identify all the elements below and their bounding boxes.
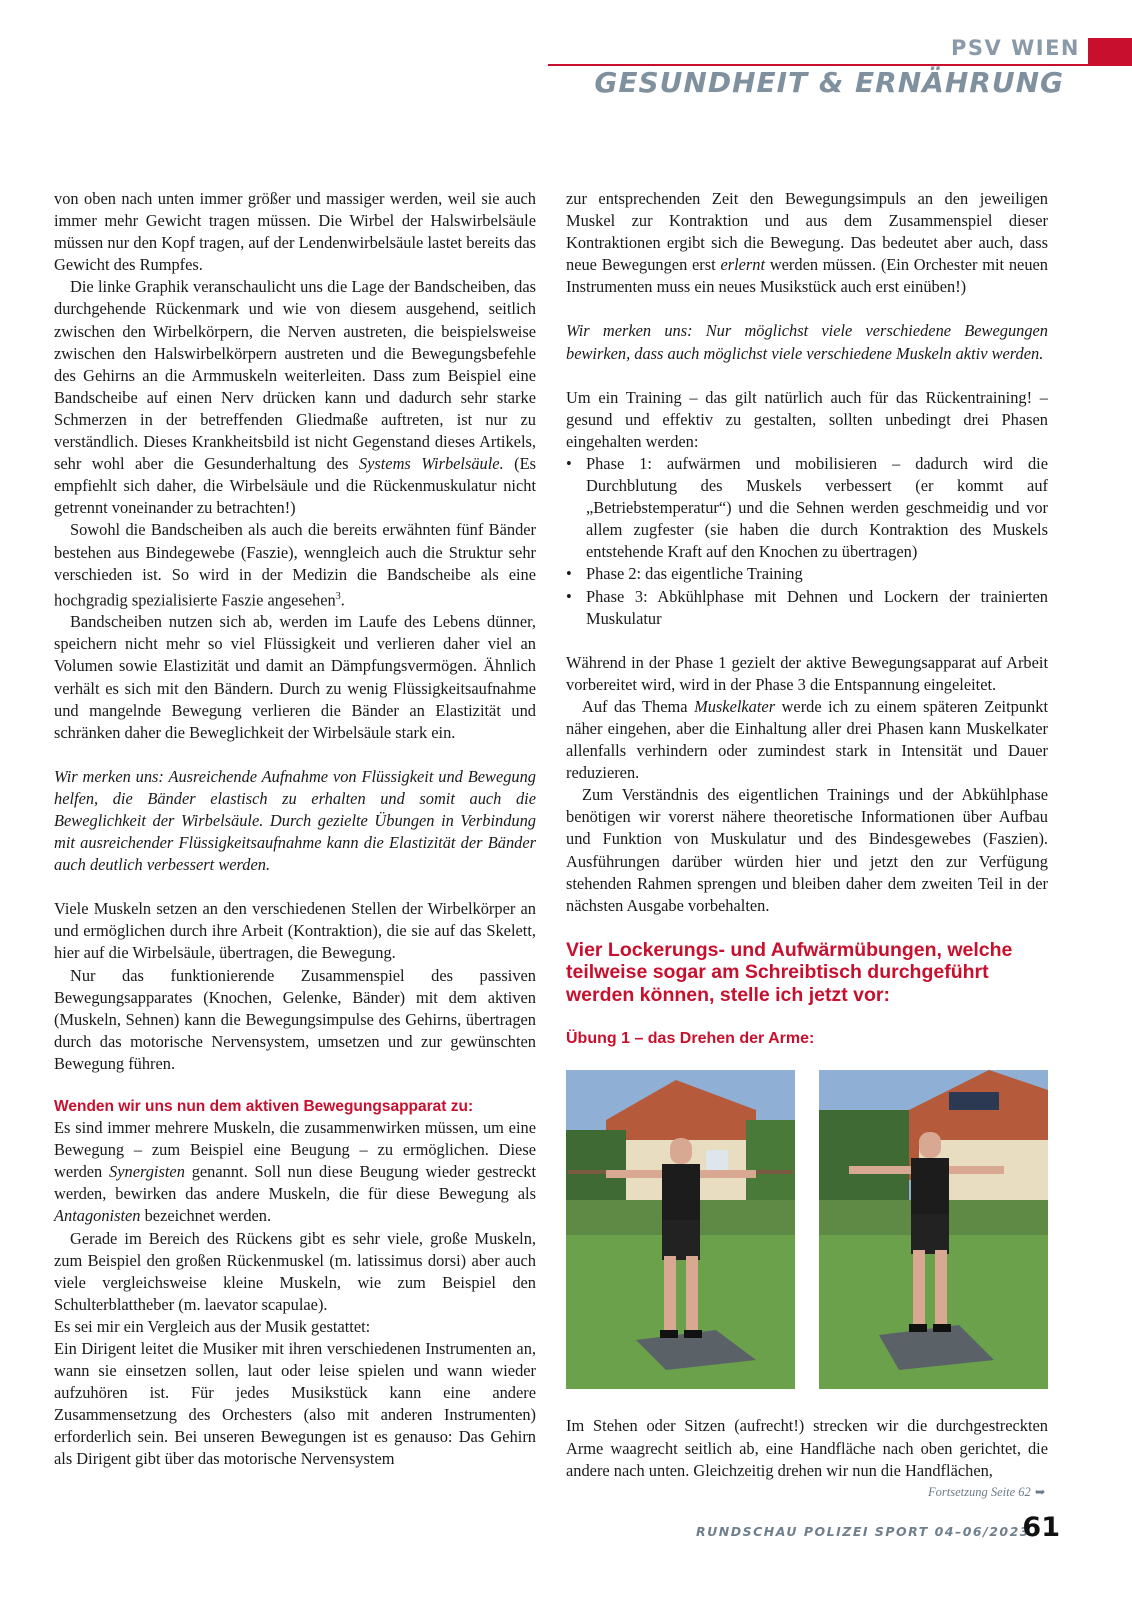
phase-list: [566, 453, 1048, 630]
paragraph: Ein Dirigent leitet die Musiker mit ihren verschiedenen Instrumenten an, wann sie einsetzen sollen, laut oder leise spielen und wann wieder aufzuhören ist. Für jedes Musikstück kann eine andere Zusammensetzung des Orchesters (also mit anderen Instrumenten) erforderlich sein. Bei unseren Bewegungen ist es genauso: Das Gehirn als Dirigent gibt über das motorische Nervensystem: [54, 1338, 536, 1469]
paragraph: Die linke Graphik veranschaulicht uns die Lage der Bandscheiben, das durchgehende Rückenmark und wie von diesem ausgehend, seitlich zwischen den Wirbelkörpern, die Nerven austreten, die beispielsweise zwischen den Halswirbelkörpern austreten und die Bewegungsbefehle des Gehirns an die Armmuskeln weiterleiten. Dass zum Beispiel eine Bandscheibe auf einen Nerv drücken kann und dadurch sehr starke Schmerzen in der betreffenden Gliedmaße auftreten, ist nur zu verständlich. Dieses Krankheitsbild ist nicht Gegenstand dieses Artikels, sehr wohl aber die Gesunderhaltung des Systems Wirbelsäule. (Es empfiehlt sich daher, die Wirbelsäule und die Rückenmuskulatur nicht getrennt voneinander zu betrachten!): [54, 277, 536, 518]
paragraph: Es sind immer mehrere Muskeln, die zusammenwirken müssen, um eine Bewegung – zum Beispiel eine Beugung – zu ermöglichen. Diese werden Synergisten genannt. Soll nun diese Beugung wieder gestreckt werden, bewirken das andere Muskeln, die für diese Bewegung als Antagonisten bezeichnet werden.: [54, 1118, 536, 1226]
paragraph: Gerade im Bereich des Rückens gibt es sehr viele, große Muskeln, zum Beispiel den großen Rückenmuskel (m. latissimus dorsi) aber auch viele vergleichsweise kleine Muskeln, wie zum Beispiel den Schulterblattheber (m. laevator scapulae).: [54, 1228, 536, 1314]
exercise-photo-1: [566, 1070, 795, 1389]
footer-magazine-title: RUNDSCHAU POLIZEI SPORT 04–06/2023: [695, 1524, 1030, 1539]
right-arrow-icon: ➥: [1033, 1485, 1045, 1499]
right-column: [566, 188, 1048, 1482]
page-number: 61: [1022, 1512, 1060, 1543]
exercise-section-heading: Vier Lockerungs- und Aufwärmübungen, welche teilweise sogar am Schreibtisch durchgeführt werden können, stelle ich jetzt vor:: [566, 938, 1013, 1006]
paragraph: Bandscheiben nutzen sich ab, werden im Laufe des Lebens dünner, speichern nicht mehr so viel Flüssigkeit und verlieren daher viel an Volumen sowie Elastizität und damit an Dämpfungsvermögen. Ähnlich verhält es sich mit den Bändern. Durch zu wenig Flüssigkeitsaufnahme und mangelnde Bewegung verlieren die Bänder an Elastizität und schränken daher die Beweglichkeit der Wirbelsäule stark ein.: [54, 612, 536, 742]
paragraph: Es sei mir ein Vergleich aus der Musik gestattet:: [54, 1316, 371, 1336]
key-takeaway-note: Wir merken uns: Ausreichende Aufnahme von Flüssigkeit und Bewegung helfen, die Bänder elastisch zu erhalten und somit auch die Beweglichkeit der Wirbelsäule. Durch gezielte Übungen in Verbindung mit ausreichender Flüssigkeitsaufnahme kann die Elastizität der Bänder auch deutlich verbessert werden.: [54, 766, 536, 875]
section-heading: Wenden wir uns nun dem aktiven Bewegungsapparat zu:: [54, 1098, 474, 1116]
paragraph: Um ein Training – das gilt natürlich auch für das Rückentraining! – gesund und effektiv zu gestalten, sollten unbedingt drei Phasen eingehalten werden:: [566, 387, 1048, 451]
paragraph: Sowohl die Bandscheiben als auch die bereits erwähnten fünf Bänder bestehen aus Bindegewebe (Faszie), wenngleich auch die Struktur sehr verschieden ist. So wird in der Medizin die Bandscheibe als eine hochgradig spezialisierte Faszie angesehen$^3$.: [54, 520, 536, 610]
paragraph: von oben nach unten immer größer und massiger werden, weil sie auch immer mehr Gewicht tragen müssen. Die Wirbel der Halswirbelsäule müssen nur den Kopf tragen, auf der Lendenwirbelsäule lastet bereits das Gewicht des Rumpfes.: [54, 189, 536, 275]
paragraph: Auf das Thema Muskelkater werde ich zu einem späteren Zeitpunkt näher eingehen, aber die Einhaltung aller drei Phasen kann Muskelkater allenfalls verhindern oder zumindest stark in Intensität und Dauer reduzieren.: [566, 696, 1048, 783]
left-column: [54, 188, 536, 1471]
list-item: • Phase 1: aufwärmen und mobilisieren – dadurch wird die Durchblutung des Muskels verbessert (er kommt auf „Betriebstemperatur“) und die Sehnen werden geschmeidig und vor allem zugfester (sie haben die durch Kontraktion des Muskels entstehende Kraft auf den Knochen zu übertragen): [586, 453, 1048, 563]
header-org: PSV WIEN: [951, 36, 1080, 60]
header-section-title: GESUNDHEIT & ERNÄHRUNG: [594, 66, 1064, 99]
paragraph: zur entsprechenden Zeit den Bewegungsimpuls an den jeweiligen Muskel zur Kontraktion und aus dem Zusammenspiel dieser Kontraktionen ergibt sich die Bewegung. Das bedeutet aber auch, dass neue Bewegungen erst erlernt werden müssen. (Ein Orchester mit neuen Instrumenten muss ein neues Musikstück auch erst einüben!): [566, 189, 1048, 297]
continuation-note: Fortsetzung Seite 62 ➥: [928, 1485, 1045, 1499]
paragraph: Nur das funktionierende Zusammenspiel des passiven Bewegungsapparates (Knochen, Gelenke, Bänder) mit dem aktiven (Muskeln, Sehnen) kann die Bewegungsimpulse des Gehirns, übertragen durch das motorische Nervensystem, umsetzen und zur gewünschten Bewegung führen.: [54, 965, 536, 1073]
list-item: • Phase 2: das eigentliche Training: [586, 563, 1048, 585]
paragraph: Zum Verständnis des eigentlichen Trainings und der Abkühlphase benötigen wir vorerst nähere theoretische Informationen über Aufbau und Funktion von Muskulatur und des Bindesgewebes (Faszien). Ausführungen darüber würden hier und jetzt den zur Verfügung stehenden Rahmen sprengen und bleiben daher dem zweiten Teil in der nächsten Ausgabe vorbehalten.: [566, 785, 1048, 915]
exercise-photos: [566, 1070, 1048, 1389]
header-red-block: [1088, 38, 1132, 66]
paragraph: Während in der Phase 1 gezielt der aktive Bewegungsapparat auf Arbeit vorbereitet wird, wird in der Phase 3 die Entspannung eingeleitet.: [566, 652, 1048, 694]
key-takeaway-note: Wir merken uns: Nur möglichst viele verschiedene Bewegungen bewirken, dass auch möglichst viele verschiedene Muskeln aktiv werden.: [566, 321, 1048, 363]
list-item: • Phase 3: Abkühlphase mit Dehnen und Lockern der trainierten Muskulatur: [586, 586, 1048, 630]
exercise-1-heading: Übung 1 – das Drehen der Arme:: [566, 1030, 815, 1048]
exercise-photo-2: [819, 1070, 1048, 1389]
paragraph: Viele Muskeln setzen an den verschiedenen Stellen der Wirbelkörper an und ermöglichen durch ihre Arbeit (Kontraktion), die sie auf das Skelett, hier auf die Wirbelsäule, übertragen, die Bewegung.: [54, 899, 536, 963]
paragraph: Im Stehen oder Sitzen (aufrecht!) strecken wir die durchgestreckten Arme waagrecht seitlich ab, eine Handfläche nach oben gerichtet, die andere nach unten. Gleichzeitig drehen wir nun die Handflächen,: [566, 1416, 1048, 1480]
